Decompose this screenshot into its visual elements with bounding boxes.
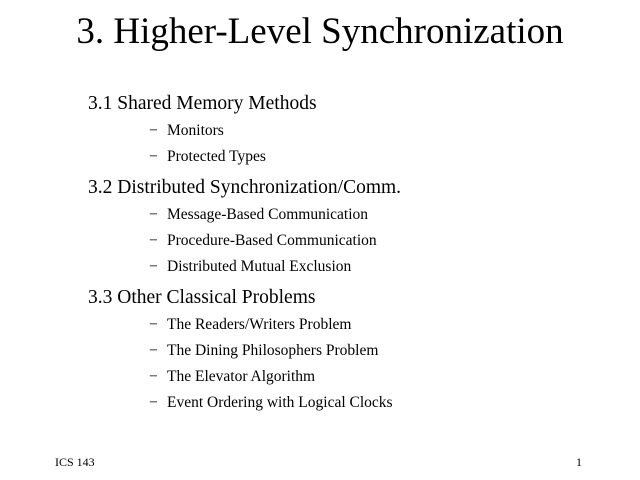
dash-bullet-icon: − (149, 206, 158, 223)
list-item-label: The Elevator Algorithm (167, 368, 316, 385)
footer-course: ICS 143 (55, 455, 95, 469)
list-item-label: Protected Types (167, 148, 266, 165)
list-item-label: Event Ordering with Logical Clocks (167, 394, 393, 411)
list-item (88, 254, 401, 280)
dash-bullet-icon: − (149, 258, 158, 275)
sub-list (88, 202, 401, 280)
outline-list (88, 92, 401, 422)
list-item-label: Procedure-Based Communication (167, 232, 377, 249)
list-item-label: Message-Based Communication (167, 206, 369, 223)
dash-bullet-icon: − (149, 368, 158, 385)
dash-bullet-icon: − (149, 342, 158, 359)
section-classical-problems (88, 286, 401, 416)
section-shared-memory (88, 92, 401, 170)
page-number: 1 (576, 455, 582, 469)
list-item (88, 390, 401, 416)
list-item (88, 118, 401, 144)
section-label: 3.1 Shared Memory Methods (88, 93, 317, 114)
section-distributed-sync (88, 176, 401, 280)
section-label: 3.2 Distributed Synchronization/Comm. (88, 177, 402, 198)
dash-bullet-icon: − (149, 316, 158, 333)
list-item (88, 312, 401, 338)
list-item (88, 202, 401, 228)
sub-list (88, 118, 401, 170)
slide-title: 3. Higher-Level Synchronization (76, 11, 564, 52)
sub-list (88, 312, 401, 416)
list-item (88, 338, 401, 364)
list-item-label: The Dining Philosophers Problem (167, 342, 379, 359)
dash-bullet-icon: − (149, 394, 158, 411)
dash-bullet-icon: − (149, 232, 158, 249)
list-item (88, 144, 401, 170)
dash-bullet-icon: − (149, 148, 158, 165)
dash-bullet-icon: − (149, 122, 158, 139)
list-item-label: Monitors (167, 122, 224, 139)
list-item-label: Distributed Mutual Exclusion (167, 258, 352, 275)
list-item (88, 364, 401, 390)
list-item (88, 228, 401, 254)
section-label: 3.3 Other Classical Problems (88, 287, 316, 308)
list-item-label: The Readers/Writers Problem (167, 316, 352, 333)
